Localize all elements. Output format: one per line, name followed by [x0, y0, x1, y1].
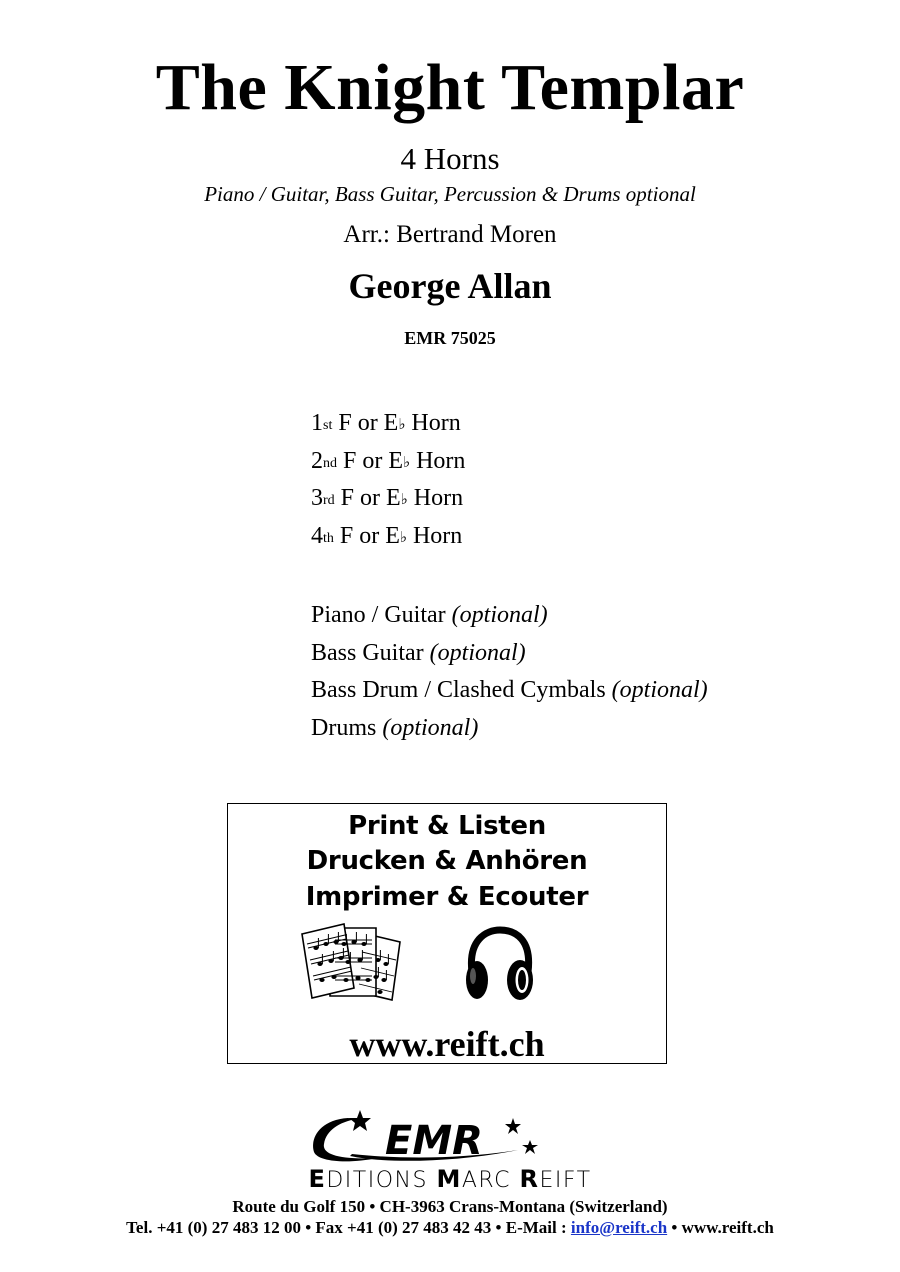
flat-sign: ♭ — [400, 490, 408, 509]
horn-part-2: 2nd F or E♭ Horn — [311, 447, 466, 474]
emr-logo — [308, 1110, 548, 1164]
page-title: The Knight Templar — [155, 51, 745, 124]
publisher-name: EDITIONS MARC REIFT — [308, 1165, 592, 1193]
catalog-number: EMR 75025 — [404, 328, 496, 348]
arranger-text: Arr.: Bertrand Moren — [343, 221, 557, 248]
flat-sign: ♭ — [399, 528, 407, 547]
horn-parts-list — [311, 405, 465, 556]
flat-sign: ♭ — [403, 452, 411, 471]
optional-part-bass-drum-cymbals: Bass Drum / Clashed Cymbals (optional) — [311, 677, 708, 704]
horn-part-3: 3rd F or E♭ Horn — [311, 485, 464, 512]
optional-part-drums: Drums (optional) — [311, 715, 479, 742]
optional-instruments-line: Piano / Guitar, Bass Guitar, Percussion & Drums optional — [204, 182, 696, 206]
print-listen-french: Imprimer & Ecouter — [305, 882, 589, 912]
arranger-credit — [0, 220, 900, 250]
print-listen-box — [227, 803, 667, 1064]
email-link[interactable]: info@reift.ch — [570, 1218, 668, 1237]
optional-parts-list — [311, 597, 708, 748]
headphones-icon — [464, 926, 536, 1002]
emr-logo-text: EMR — [385, 1118, 483, 1164]
horn-part-4: 4th F or E♭ Horn — [311, 523, 463, 550]
print-listen-german: Drucken & Anhören — [306, 846, 588, 876]
instrumentation-subtitle: 4 Horns — [400, 141, 500, 176]
optional-part-piano-guitar: Piano / Guitar (optional) — [311, 602, 548, 628]
print-listen-english: Print & Listen — [348, 811, 546, 841]
optional-part-bass-guitar: Bass Guitar (optional) — [311, 639, 526, 666]
horn-part-1: 1st F or E♭ Horn — [311, 410, 461, 436]
website-url[interactable]: www.reift.ch — [349, 1024, 545, 1064]
sheet-music-icon — [300, 922, 412, 1002]
composer-name: George Allan — [348, 266, 552, 306]
publisher-contact: Tel. +41 (0) 27 483 12 00 • Fax +41 (0) 27 483 42 43 • E-Mail : info@reift.ch • www.reift.ch — [126, 1218, 774, 1237]
publisher-address: Route du Golf 150 • CH-3963 Crans-Montana (Switzerland) — [232, 1197, 668, 1216]
flat-sign: ♭ — [398, 415, 406, 433]
